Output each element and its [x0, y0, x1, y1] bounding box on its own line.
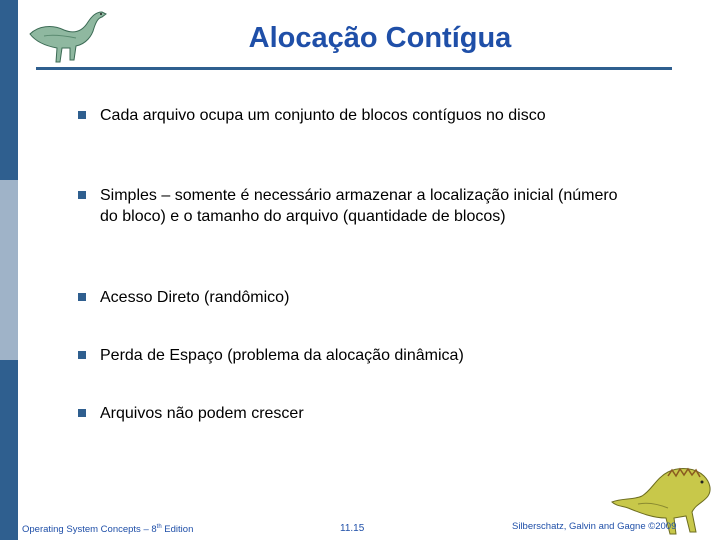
bullet-item [78, 105, 638, 126]
sidebar-segment-top [0, 0, 18, 180]
left-sidebar-bar [0, 0, 18, 540]
square-bullet-icon [78, 351, 86, 359]
sidebar-segment-bottom [0, 360, 18, 540]
dinosaur-icon [24, 4, 114, 68]
bullet-item [78, 185, 638, 227]
square-bullet-icon [78, 191, 86, 199]
bullet-text: Cada arquivo ocupa um conjunto de blocos contíguos no disco [100, 107, 546, 124]
square-bullet-icon [78, 111, 86, 119]
square-bullet-icon [78, 293, 86, 301]
sidebar-segment-middle [0, 180, 18, 360]
footer-book-title [22, 524, 193, 535]
title-divider [36, 67, 672, 70]
footer-book-prefix: Operating System Concepts – 8 [22, 524, 157, 536]
footer-book-suffix: Edition [161, 524, 194, 536]
bullet-text: Perda de Espaço (problema da alocação dinâmica) [100, 347, 464, 364]
bullet-item [78, 287, 638, 308]
footer-copyright: Silberschatz, Galvin and Gagne ©2009 [512, 521, 677, 532]
bullet-text: Simples – somente é necessário armazenar a localização inicial (número do bloco) e o tamanho do arquivo (quantidade de blocos) [100, 187, 618, 225]
bullet-item [78, 403, 638, 424]
square-bullet-icon [78, 409, 86, 417]
slide-title: Alocação Contígua [248, 22, 512, 54]
bullet-item [78, 345, 638, 366]
footer-book-sup: th [156, 524, 162, 530]
bullet-text: Acesso Direto (randômico) [100, 289, 290, 306]
bullet-text: Arquivos não podem crescer [100, 405, 304, 422]
footer-page-number: 11.15 [340, 523, 365, 534]
